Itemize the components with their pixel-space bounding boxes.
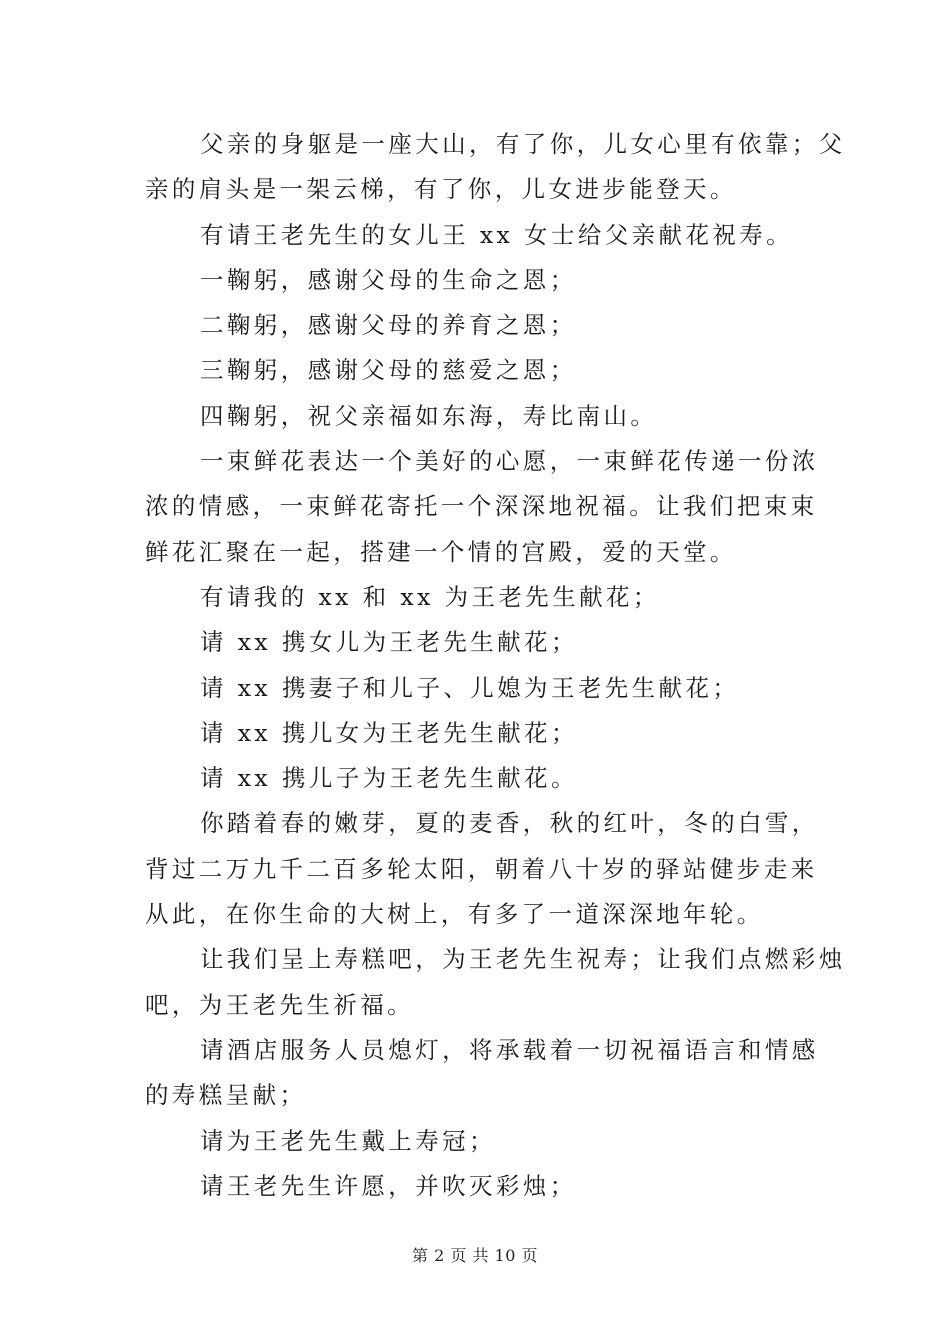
text-line: 请酒店服务人员熄灯，将承载着一切祝福语言和情感 [200, 1035, 819, 1064]
text-line: 请为王老先生戴上寿冠； [200, 1126, 496, 1155]
text-line: 父亲的身躯是一座大山，有了你，儿女心里有依靠；父 [200, 130, 846, 158]
paragraph [145, 303, 810, 348]
paragraph [145, 1028, 819, 1119]
text-line: 从此，在你生命的大树上，有多了一道深深地年轮。 [145, 900, 764, 929]
text-line: 二鞠躬，感谢父母的养育之恩； [200, 311, 577, 340]
text-line: 三鞠躬，感谢父母的慈爱之恩； [200, 356, 577, 385]
text-line: 有请我的 xx 和 xx 为王老先生献花； [200, 582, 660, 611]
text-line: 有请王老先生的女儿王 xx 女士给父亲献花祝寿。 [200, 220, 794, 249]
text-line: 一鞠躬，感谢父母的生命之恩； [200, 265, 577, 294]
text-line: 的寿糕呈献； [145, 1081, 307, 1110]
paragraph [145, 348, 810, 393]
text-line: 背过二万九千二百多轮太阳，朝着八十岁的驿站健步走来 [145, 854, 818, 883]
paragraph [145, 439, 819, 575]
paragraph [145, 122, 846, 213]
text-line: 亲的肩头是一架云梯，有了你，儿女进步能登天。 [145, 175, 737, 204]
paragraph [145, 394, 810, 439]
text-line: 四鞠躬，祝父亲福如东海，寿比南山。 [200, 401, 658, 430]
text-line: 一束鲜花表达一个美好的心愿，一束鲜花传递一份浓 [200, 447, 819, 476]
paragraph [145, 258, 810, 303]
document-body [145, 122, 846, 1209]
paragraph [145, 575, 810, 620]
text-line: 请王老先生许愿，并吹灭彩烛； [200, 1171, 577, 1200]
paragraph [145, 801, 819, 937]
text-line: 请 xx 携儿女为王老先生献花； [200, 718, 578, 747]
paragraph [145, 213, 810, 258]
text-line: 请 xx 携儿子为王老先生献花。 [200, 764, 578, 793]
text-line: 你踏着春的嫩芽，夏的麦香，秋的红叶，冬的白雪， [200, 809, 819, 838]
page-number-footer: 第 2 页 共 10 页 [412, 1246, 538, 1265]
paragraph [145, 756, 810, 801]
paragraph [145, 937, 846, 1028]
paragraph [145, 1119, 810, 1164]
text-line: 吧，为王老先生祈福。 [145, 990, 414, 1019]
text-line: 请 xx 携女儿为王老先生献花； [200, 628, 578, 657]
text-line: 请 xx 携妻子和儿子、儿媳为王老先生献花； [200, 673, 740, 702]
paragraph [145, 1164, 810, 1209]
text-line: 鲜花汇聚在一起，搭建一个情的宫殿，爱的天堂。 [145, 537, 737, 566]
paragraph [145, 711, 810, 756]
text-line: 让我们呈上寿糕吧，为王老先生祝寿；让我们点燃彩烛 [200, 945, 846, 974]
text-line: 浓的情感，一束鲜花寄托一个深深地祝福。让我们把束束 [145, 492, 818, 521]
paragraph [145, 620, 810, 665]
paragraph [145, 666, 810, 711]
